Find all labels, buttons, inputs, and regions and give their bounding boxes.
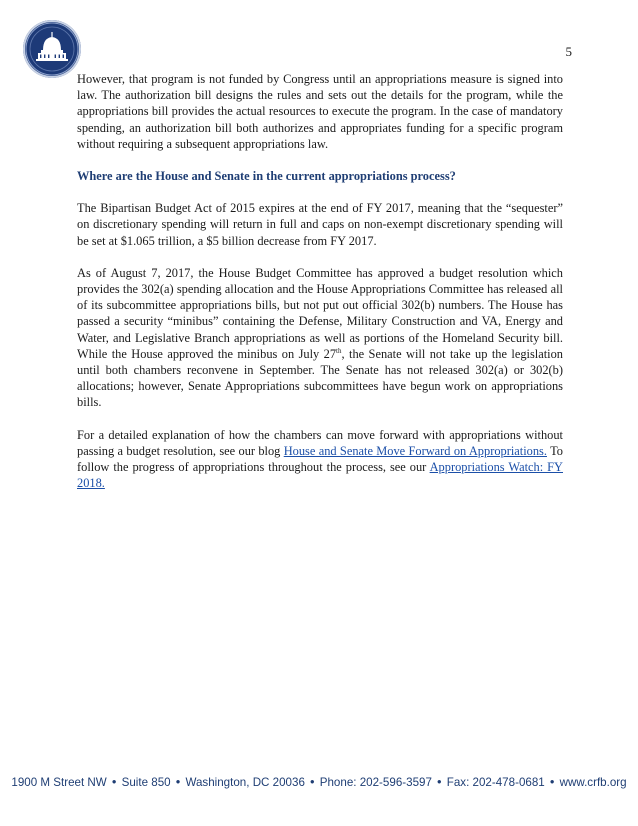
status-text-start: As of August 7, 2017, the House Budget Committee has approved a budget resolution which provides the 302(a) spending allocation and the House Appropriations Committee has released all of its subcommittee appropriations bills, but not put out official 302(b) numbers. The House has passed a security “minibus” containing the Defense, Military Construction and VA, Energy and Water, and Legislative Branch appropriations as well as portions of the Homeland Security bill. While the House approved the minibus on July 27 [77, 265, 563, 361]
bullet-separator: ● [436, 777, 442, 786]
paragraph-status [77, 265, 563, 411]
footer-city: Washington, DC 20036 [185, 776, 305, 789]
resources-text-2: To follow the progress of appropriations throughout the process, see our [77, 443, 563, 475]
paragraph-authorization: However, that program is not funded by Congress until an appropriations measure is signed into law. The authorization bill designs the rules and sets out the details for the program, while the appropriations bill provides the actual resources to execute the program. In the case of mandatory spending, an authorization bill both authorizes and appropriates funding for a specific program without requiring a subsequent appropriations law. [77, 72, 563, 151]
bullet-separator: ● [175, 777, 181, 786]
paragraph-budget-act: The Bipartisan Budget Act of 2015 expires at the end of FY 2017, meaning that the “sequester” on discretionary spending will return in full and caps on non-exempt discretionary spending will be set at $1.065 trillion, a $5 billion decrease from FY 2017. [77, 201, 563, 248]
bullet-separator: ● [309, 777, 315, 786]
bullet-separator: ● [111, 777, 117, 786]
footer-website: www.crfb.org [559, 776, 627, 789]
footer-fax: Fax: 202-478-0681 [446, 776, 545, 789]
footer-suite: Suite 850 [121, 776, 171, 789]
blog-link[interactable]: House and Senate Move Forward on Appropriations. [283, 443, 547, 458]
paragraph-resources [77, 427, 563, 492]
footer-address: 1900 M Street NW [11, 776, 107, 789]
page-footer [0, 776, 638, 789]
document-body [77, 71, 563, 507]
resources-text-1: For a detailed explanation of how the chambers can move forward with appropriations without passing a budget resolution, see our blog [77, 427, 563, 458]
capitol-dome-seal-icon [23, 20, 81, 78]
organization-logo [23, 20, 81, 78]
section-heading: Where are the House and Senate in the current appropriations process? [77, 169, 456, 184]
appropriations-watch-link[interactable]: Appropriations Watch: FY 2018. [77, 460, 563, 491]
footer-phone: Phone: 202-596-3597 [319, 776, 432, 789]
status-text-end: , the Senate will not take up the legislation until both chambers reconvene in September. The Senate has not released 302(a) or 302(b) allocations; however, Senate Appropriations subcommittees have begun work on appropriations bills. [77, 346, 563, 410]
bullet-separator: ● [549, 777, 555, 786]
page-number: 5 [565, 44, 572, 59]
ordinal-suffix: th [336, 346, 342, 355]
